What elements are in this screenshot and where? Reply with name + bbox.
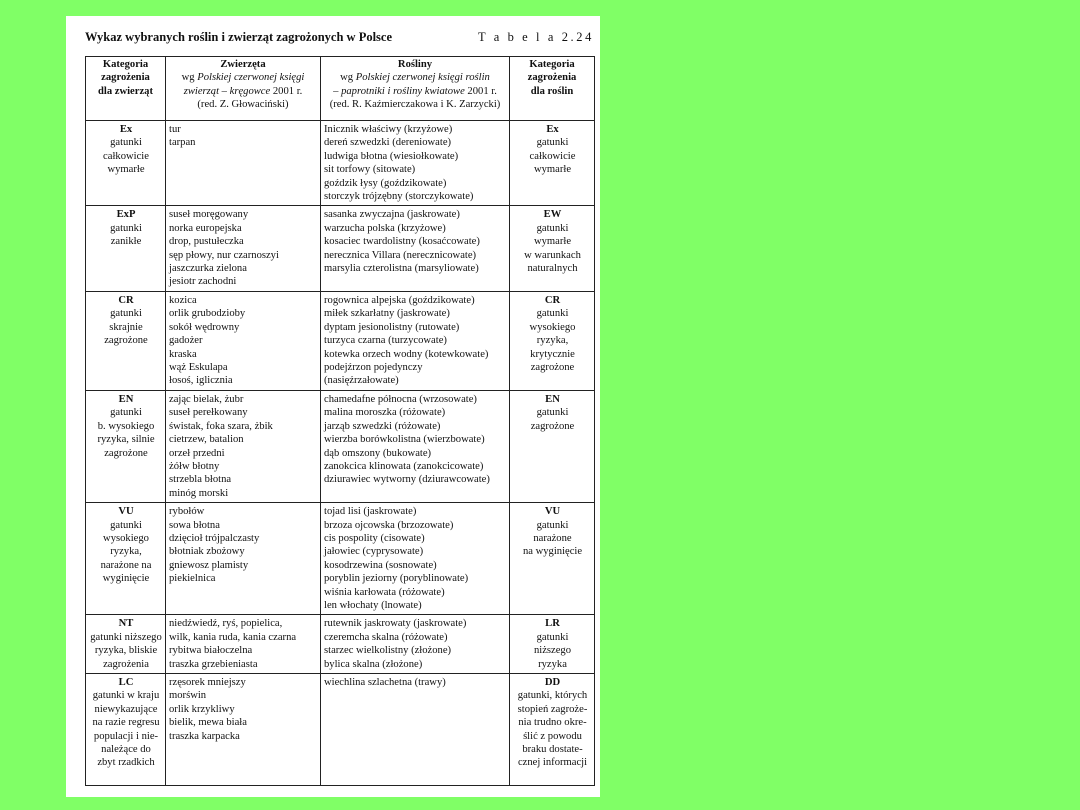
category-description-line: gatunki [110, 137, 142, 149]
plants-cell [321, 121, 510, 206]
header-animal-category: Kategoria zagrożenia dla zwierząt [86, 57, 166, 121]
animals-cell [166, 674, 321, 786]
category-description-line: zagrożone [104, 447, 148, 459]
category-description-line: ryzyka, bliskie [94, 645, 158, 657]
species-entry: łosoś, iglicznia [169, 375, 233, 387]
category-description-line: gatunki [110, 222, 142, 234]
category-description-line: wyginięcie [102, 573, 150, 585]
category-description-line: należące do [101, 744, 151, 756]
species-entry: wiechlina szlachetna (trawy) [324, 677, 446, 688]
species-entry: dereń szwedzki (dereniowate) [324, 137, 452, 149]
category-description-line: stopień zagroże- [517, 703, 588, 715]
category-code: CR [118, 294, 134, 306]
category-description-line: skrajnie [109, 321, 143, 333]
species-entry: wąż Eskulapa [169, 361, 228, 373]
category-description-line: gatunki [536, 222, 569, 234]
species-entry: storczyk trójzębny (storczykowate) [324, 191, 474, 203]
animal-category-cell [86, 206, 166, 291]
category-description-line: gatunki [110, 519, 142, 531]
animal-category-cell [86, 674, 166, 786]
animal-category-cell [86, 121, 166, 206]
species-entry: czeremcha skalna (różowate) [324, 631, 448, 643]
category-description-line: braku dostate- [522, 744, 583, 756]
category-description-line: zbyt rzadkich [97, 757, 155, 769]
species-entry: (nasięźrzałowate) [324, 375, 399, 387]
species-entry: brzoza ojcowska (brzozowate) [324, 519, 454, 531]
species-entry: wiśnia karłowata (różowate) [324, 586, 445, 598]
category-description-line: ryzyka [538, 658, 567, 670]
animals-cell [166, 503, 321, 615]
category-description-line: gatunki, których [517, 690, 588, 702]
animal-category-cell [86, 291, 166, 390]
category-code: DD [544, 677, 561, 688]
species-entry: tojad lisi (jaskrowate) [324, 506, 417, 518]
animals-cell [166, 121, 321, 206]
species-entry: rutewnik jaskrowaty (jaskrowate) [324, 618, 467, 630]
species-entry: wierzba borówkolistna (wierzbowate) [324, 434, 485, 446]
species-entry: traszka grzebieniasta [169, 658, 258, 670]
species-entry: świstak, foka szara, żbik [169, 420, 273, 432]
category-code: VU [118, 506, 134, 518]
category-code: EN [118, 393, 134, 405]
category-code: ExP [116, 209, 136, 221]
species-entry: len włochaty (lnowate) [324, 599, 422, 611]
species-entry: suseł moręgowany [169, 209, 249, 221]
category-description-line: ryzyka, [110, 546, 142, 558]
species-entry: jarząb szwedzki (różowate) [324, 420, 441, 432]
species-entry: gniewosz plamisty [169, 559, 249, 571]
category-description-line: cznej informacji [517, 757, 588, 769]
category-description-line: całkowicie [529, 150, 576, 162]
category-description-line: gatunki [110, 308, 142, 320]
table-row [86, 615, 595, 674]
category-code: Ex [119, 124, 133, 135]
plants-cell [321, 674, 510, 786]
category-description-line: populacji i nie- [93, 730, 159, 742]
species-entry: rogownica alpejska (goździkowate) [324, 294, 475, 306]
species-entry: Inicznik właściwy (krzyżowe) [324, 124, 453, 135]
species-entry: podejźrzon pojedynczy [324, 361, 423, 373]
species-entry: niedźwiedź, ryś, popielica, [169, 618, 283, 630]
plant-category-cell [510, 121, 595, 206]
species-entry: kraska [169, 348, 197, 360]
species-entry: cietrzew, batalion [169, 434, 244, 446]
species-entry: poryblin jeziorny (poryblinowate) [324, 573, 469, 585]
category-description-line: zagrożone [104, 335, 148, 347]
category-description-line: w warunkach [524, 249, 581, 261]
header-plant-category: Kategoria zagrożenia dla roślin [510, 57, 595, 121]
species-entry: sit torfowy (sitowate) [324, 164, 416, 176]
animals-cell [166, 291, 321, 390]
species-entry: gadożer [169, 335, 203, 347]
category-description-line: gatunki [110, 407, 142, 419]
table-row [86, 390, 595, 502]
category-code: EN [545, 393, 560, 405]
species-entry: ludwiga błotna (wiesiołkowate) [324, 150, 459, 162]
category-description-line: gatunki w kraju [92, 690, 160, 702]
species-entry: kosodrzewina (sosnowate) [324, 559, 437, 571]
animals-cell [166, 615, 321, 674]
category-description-line: gatunki [536, 407, 569, 419]
species-entry: rybitwa białoczelna [169, 645, 253, 657]
category-description-line: narażone na [100, 559, 152, 571]
animal-category-cell [86, 615, 166, 674]
species-entry: chamedafne północna (wrzosowate) [324, 393, 477, 405]
animals-cell [166, 206, 321, 291]
species-entry: marsylia czterolistna (marsyliowate) [324, 263, 479, 275]
species-entry: kosaciec twardolistny (kosaćcowate) [324, 236, 480, 248]
species-entry: tur [169, 124, 181, 135]
category-description-line: zagrożenia [103, 658, 149, 670]
species-entry: jaszczurka zielona [169, 263, 247, 275]
category-description-line: b. wysokiego [97, 420, 155, 432]
species-entry: starzec wielkolistny (złożone) [324, 645, 452, 657]
species-entry: strzebla błotna [169, 474, 232, 486]
category-description-line: wymarłe [107, 164, 145, 176]
plants-cell [321, 503, 510, 615]
species-entry: kozica [169, 294, 197, 306]
category-description-line: gatunki [536, 519, 569, 531]
header-animals: Zwierzęta wg Polskiej czerwonej księgi zwierząt – kręgowce 2001 r. (red. Z. Głowaciński) [166, 57, 321, 121]
species-entry: orzeł przedni [169, 447, 225, 459]
category-code: EW [543, 209, 562, 221]
category-description-line: na razie regresu [92, 717, 160, 729]
species-entry: piekielnica [169, 573, 216, 585]
species-entry: miłek szkarłatny (jaskrowate) [324, 308, 450, 320]
category-description-line: niewykazujące [94, 703, 158, 715]
category-description-line: gatunki [536, 308, 569, 320]
animals-cell [166, 390, 321, 502]
species-entry: morświn [169, 690, 207, 702]
category-description-line: wysokiego [103, 532, 149, 544]
species-entry: goździk łysy (goździkowate) [324, 177, 447, 189]
category-description-line: gatunki [536, 631, 569, 643]
plant-category-cell [510, 206, 595, 291]
species-entry: rybołów [169, 506, 205, 518]
species-entry: warzucha polska (krzyżowe) [324, 222, 446, 234]
species-entry: malina moroszka (różowate) [324, 407, 446, 419]
species-entry: kotewka orzech wodny (kotewkowate) [324, 348, 489, 360]
species-entry: jesiotr zachodni [169, 276, 237, 288]
species-entry: dziurawiec wytworny (dziurawcowate) [324, 474, 490, 486]
header-plants: Rośliny wg Polskiej czerwonej księgi roślin – paprotniki i rośliny kwiatowe 2001 r. (red. R. Kaźmierczakowa i K. Zarzycki) [321, 57, 510, 121]
plants-cell [321, 615, 510, 674]
species-entry: bielik, mewa biała [169, 717, 247, 729]
threatened-species-table [85, 56, 595, 786]
animal-category-cell [86, 503, 166, 615]
table-header-line [85, 30, 595, 56]
species-entry: turzyca czarna (turzycowate) [324, 335, 447, 347]
category-description-line: na wyginięcie [522, 546, 583, 558]
table-body [86, 121, 595, 786]
species-entry: suseł perełkowany [169, 407, 248, 419]
category-description-line: gatunki niższego [90, 631, 162, 643]
species-entry: żółw błotny [169, 460, 220, 472]
category-description-line: zagrożone [530, 361, 575, 373]
species-entry: bylica skalna (złożone) [324, 658, 423, 670]
category-description-line: wymarłe [533, 164, 572, 176]
category-description-line: ślić z powodu [523, 730, 582, 742]
species-entry: drop, pustułeczka [169, 236, 244, 248]
category-code: LR [545, 618, 560, 630]
plant-category-cell [510, 615, 595, 674]
category-code: Ex [546, 124, 559, 135]
species-entry: błotniak zbożowy [169, 546, 245, 558]
category-description-line: zanikłe [110, 236, 142, 248]
table-page [66, 16, 600, 797]
table-row [86, 291, 595, 390]
plants-cell [321, 206, 510, 291]
species-entry: cis pospolity (cisowate) [324, 532, 425, 544]
species-entry: sokół wędrowny [169, 321, 240, 333]
species-entry: dyptam jesionolistny (rutowate) [324, 321, 460, 333]
category-description-line: zagrożone [530, 420, 575, 432]
species-entry: orlik krzykliwy [169, 703, 235, 715]
category-description-line: narażone [533, 532, 572, 544]
species-entry: traszka karpacka [169, 730, 240, 742]
species-entry: nerecznica Villara (nerecznicowate) [324, 249, 477, 261]
category-code: NT [118, 618, 134, 630]
species-entry: zając bielak, żubr [169, 393, 244, 405]
species-entry: zanokcica klinowata (zanokcicowate) [324, 460, 484, 472]
category-code: LC [118, 677, 134, 688]
category-description-line: niższego [533, 645, 572, 657]
species-entry: orlik grubodzioby [169, 308, 246, 320]
category-description-line: gatunki [536, 137, 569, 149]
category-description-line: naturalnych [527, 263, 578, 275]
plant-category-cell [510, 674, 595, 786]
category-code: VU [544, 506, 561, 518]
plant-category-cell [510, 291, 595, 390]
category-description-line: krytycznie [530, 348, 575, 360]
species-entry: rzęsorek mniejszy [169, 677, 246, 688]
table-title: Wykaz wybranych roślin i zwierząt zagrożonych w Polsce [85, 30, 393, 44]
species-entry: wilk, kania ruda, kania czarna [169, 631, 297, 643]
animal-category-cell [86, 390, 166, 502]
category-description-line: ryzyka, [536, 335, 569, 347]
species-entry: jałowiec (cyprysowate) [324, 546, 424, 558]
species-entry: sęp płowy, nur czarnoszyi [169, 249, 279, 261]
table-row [86, 121, 595, 206]
category-description-line: całkowicie [103, 150, 149, 162]
species-entry: dzięcioł trójpalczasty [169, 532, 260, 544]
table-row [86, 503, 595, 615]
plants-cell [321, 390, 510, 502]
plants-cell [321, 291, 510, 390]
plant-category-cell [510, 503, 595, 615]
category-description-line: wysokiego [529, 321, 576, 333]
category-description-line: wymarłe [533, 236, 572, 248]
species-entry: sasanka zwyczajna (jaskrowate) [324, 209, 460, 221]
species-entry: dąb omszony (bukowate) [324, 447, 432, 459]
table-row [86, 674, 595, 786]
table-row [86, 206, 595, 291]
species-entry: tarpan [169, 137, 196, 149]
species-entry: sowa błotna [169, 519, 220, 531]
header-row [86, 57, 595, 121]
category-description-line: ryzyka, silnie [97, 434, 155, 446]
species-entry: minóg morski [169, 487, 229, 499]
plant-category-cell [510, 390, 595, 502]
category-code: CR [544, 294, 561, 306]
table-number: T a b e l a 2.24 [477, 30, 594, 44]
category-description-line: nia trudno okre- [518, 717, 587, 729]
species-entry: norka europejska [169, 222, 242, 234]
